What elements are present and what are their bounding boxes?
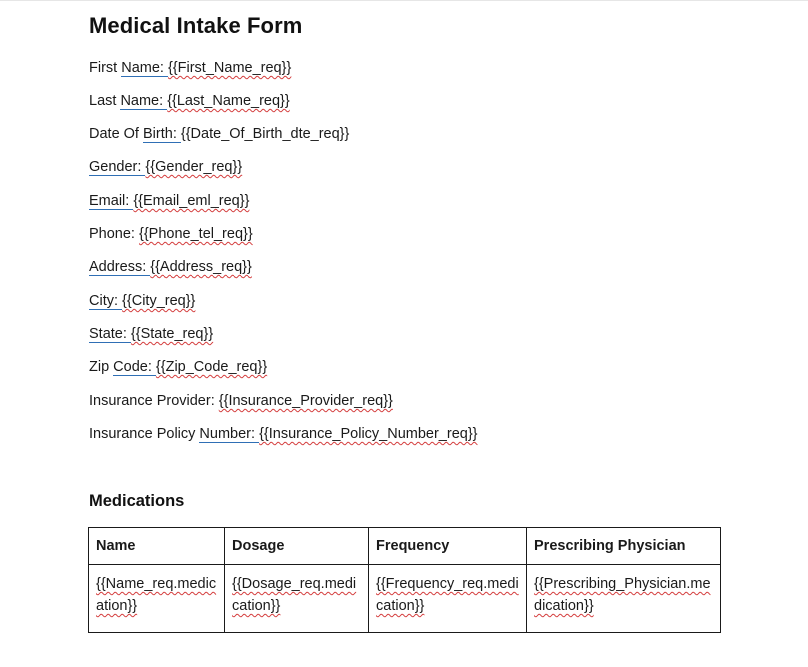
field-label-grammar: Birth: <box>143 126 181 142</box>
field-label: Last <box>89 93 121 109</box>
field-placeholder: {{Email_eml_req}} <box>133 193 250 209</box>
field-email[interactable] <box>89 192 249 210</box>
field-insurance-provider[interactable] <box>89 392 393 410</box>
field-placeholder: {{State_req}} <box>130 326 214 342</box>
field-label-grammar: Gender: <box>89 159 146 175</box>
field-label-grammar: Name: <box>120 93 168 109</box>
table-cell[interactable] <box>527 565 721 633</box>
field-label: First <box>89 60 122 76</box>
field-placeholder: {{First_Name_req}} <box>167 60 292 76</box>
field-placeholder: {{Last_Name_req}} <box>167 93 290 109</box>
field-label-grammar: State: <box>89 326 131 342</box>
field-label: Insurance Policy <box>89 426 200 442</box>
field-label: Date Of <box>89 126 143 142</box>
field-label-grammar: City: <box>89 293 123 309</box>
column-header-dosage[interactable]: Dosage <box>225 528 369 565</box>
field-address[interactable] <box>89 258 252 276</box>
field-state[interactable] <box>89 325 213 343</box>
table-row <box>89 565 721 633</box>
medications-heading: Medications <box>89 492 185 510</box>
field-placeholder: {{Insurance_Provider_req}} <box>218 393 393 409</box>
field-label-grammar: Email: <box>89 193 134 209</box>
table-header-row <box>89 528 721 565</box>
field-gender[interactable] <box>89 158 242 176</box>
field-placeholder: {{Zip_Code_req}} <box>155 359 268 375</box>
table-cell[interactable] <box>225 565 369 633</box>
field-insurance-policy-number[interactable] <box>89 425 478 443</box>
column-header-prescribing-physician[interactable]: Prescribing Physician <box>527 528 721 565</box>
document-title: Medical Intake Form <box>89 13 303 38</box>
field-label: Zip <box>89 359 114 375</box>
field-placeholder: {{Address_req}} <box>150 259 252 275</box>
field-label-grammar: Number: <box>199 426 260 442</box>
field-placeholder: {{Gender_req}} <box>145 159 243 175</box>
field-first-name[interactable] <box>89 59 291 77</box>
field-label-grammar: Code: <box>113 359 156 375</box>
field-last-name[interactable] <box>89 92 290 110</box>
field-zip-code[interactable] <box>89 358 267 376</box>
field-placeholder: {{Date_Of_Birth_dte_req}} <box>180 126 350 142</box>
field-label-grammar: Name: <box>121 60 168 76</box>
column-header-name[interactable]: Name <box>89 528 225 565</box>
field-date-of-birth[interactable] <box>89 125 349 143</box>
column-header-frequency[interactable]: Frequency <box>369 528 527 565</box>
medications-table[interactable] <box>88 527 721 633</box>
cell-placeholder: {{Name_req.medication}} <box>96 576 217 614</box>
field-placeholder: {{City_req}} <box>122 293 196 309</box>
cell-placeholder: {{Frequency_req.medication}} <box>376 576 519 614</box>
cell-placeholder: {{Dosage_req.medication}} <box>232 576 357 614</box>
cell-placeholder: {{Prescribing_Physician.medication}} <box>534 576 711 614</box>
field-city[interactable] <box>89 292 195 310</box>
field-label: Insurance Provider: <box>89 393 219 409</box>
field-phone[interactable] <box>89 225 253 243</box>
table-cell[interactable] <box>89 565 225 633</box>
field-placeholder: {{Insurance_Policy_Number_req}} <box>259 426 478 442</box>
field-label-grammar: Address: <box>89 259 151 275</box>
field-label: Phone: <box>89 226 139 242</box>
field-placeholder: {{Phone_tel_req}} <box>139 226 253 242</box>
table-cell[interactable] <box>369 565 527 633</box>
